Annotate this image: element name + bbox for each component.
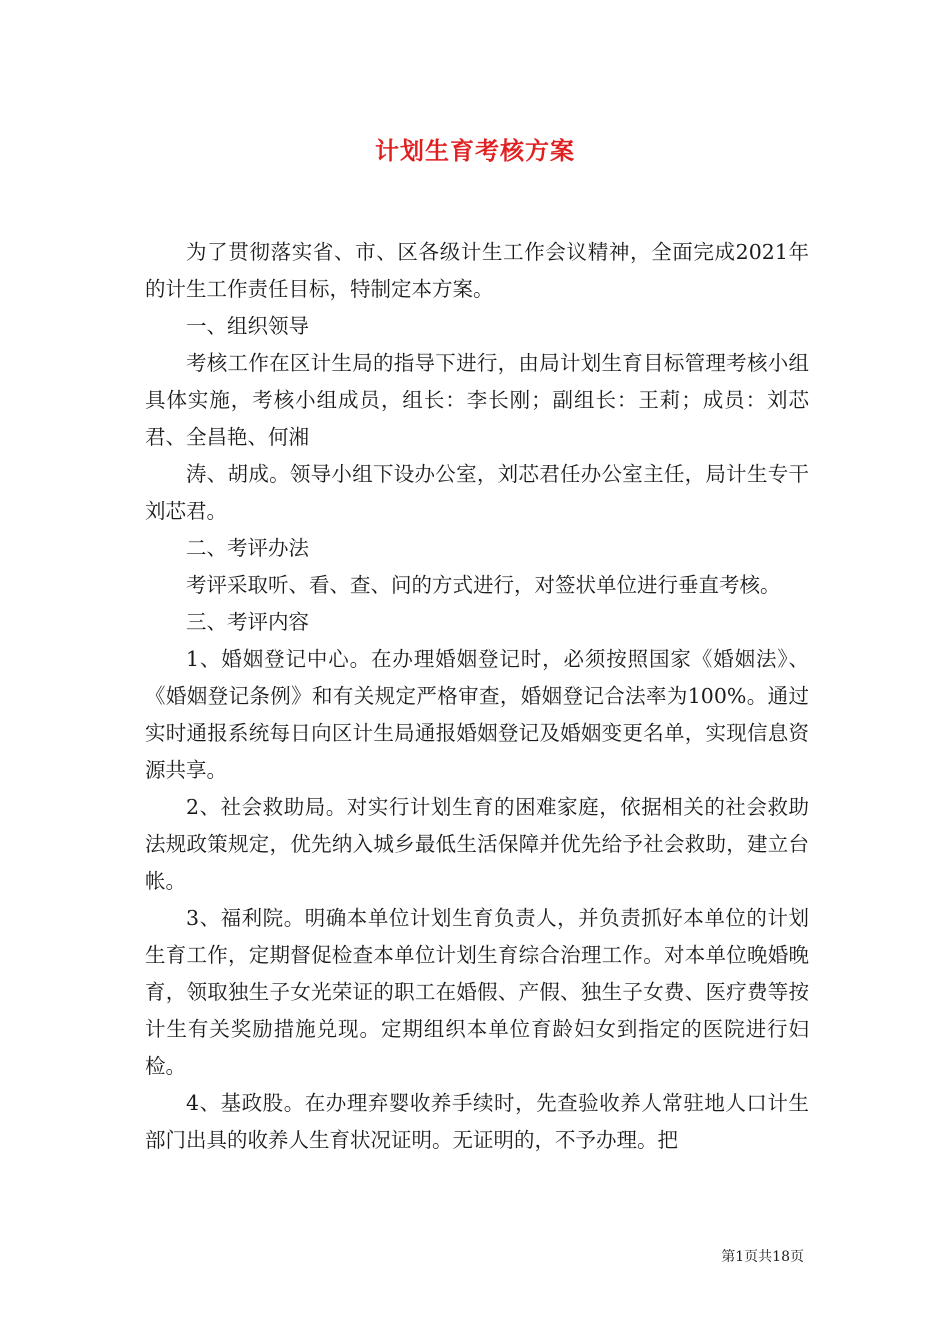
content-item-2: 2、社会救助局。对实行计划生育的困难家庭，依据相关的社会救助法规政策规定，优先纳入城乡最低生活保障并优先给予社会救助，建立台帐。 <box>145 795 809 893</box>
content-item-4: 4、基政股。在办理弃婴收养手续时，先查验收养人常驻地人口计生部门出具的收养人生育状况证明。无证明的，不予办理。把 <box>145 1091 809 1152</box>
content-item-3: 3、福利院。明确本单位计划生育负责人，并负责抓好本单位的计划生育工作，定期督促检查本单位计划生育综合治理工作。对本单位晚婚晚育，领取独生子女光荣证的职工在婚假、产假、独生子女费、医疗费等按计生有关奖励措施兑现。定期组织本单位育龄妇女到指定的医院进行妇检。 <box>145 906 809 1078</box>
method-paragraph: 考评采取听、看、查、问的方式进行，对签状单位进行垂直考核。 <box>186 573 781 597</box>
document-title: 计划生育考核方案 <box>375 136 575 165</box>
section-heading-method: 二、考评办法 <box>186 536 309 560</box>
section-heading-organization: 一、组织领导 <box>186 314 309 338</box>
section-heading-content: 三、考评内容 <box>186 610 309 634</box>
intro-paragraph: 为了贯彻落实省、市、区各级计生工作会议精神，全面完成2021年的计生工作责任目标，特制定本方案。 <box>145 240 809 301</box>
document-body <box>145 234 809 1159</box>
organization-paragraph-2: 涛、胡成。领导小组下设办公室，刘芯君任办公室主任，局计生专干刘芯君。 <box>145 462 809 523</box>
content-item-1: 1、婚姻登记中心。在办理婚姻登记时，必须按照国家《婚姻法》、《婚姻登记条例》和有关规定严格审查，婚姻登记合法率为100%。通过实时通报系统每日向区计生局通报婚姻登记及婚姻变更名单，实现信息资源共享。 <box>145 647 809 782</box>
page-number: 第1页共18页 <box>721 1249 804 1265</box>
organization-paragraph-1: 考核工作在区计生局的指导下进行，由局计划生育目标管理考核小组具体实施，考核小组成员，组长：李长刚；副组长：王莉；成员：刘芯君、全昌艳、何湘 <box>145 351 809 449</box>
